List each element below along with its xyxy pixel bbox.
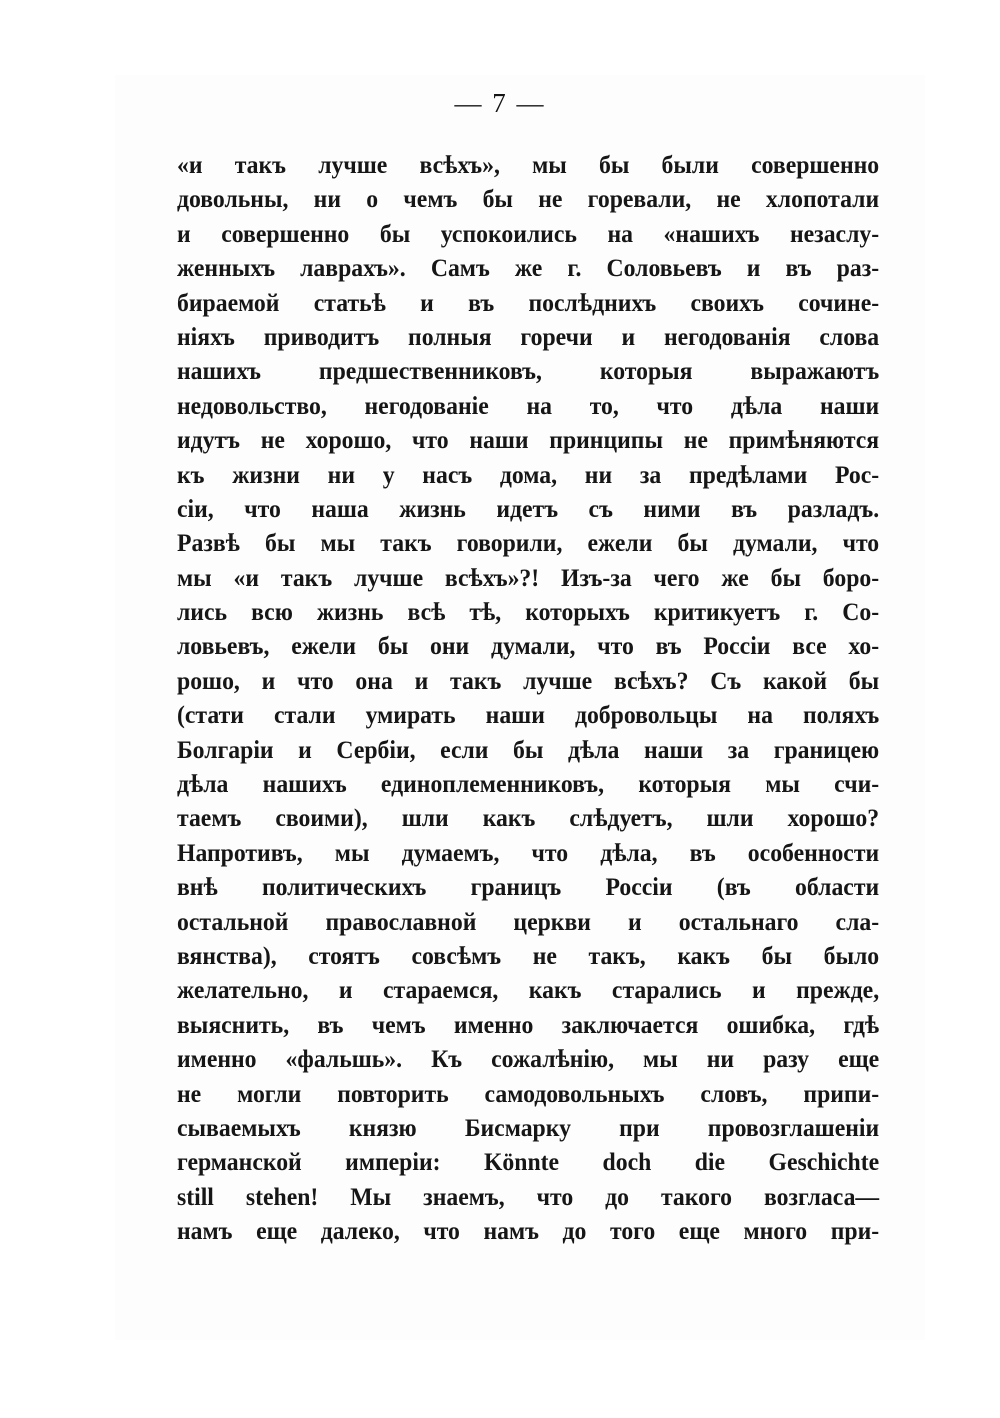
text-line: сіи, что наша жизнь идетъ съ ними въ разладъ.	[177, 493, 880, 523]
text-line: именно «фальшь». Къ сожалѣнію, мы ни разу еще	[177, 1044, 880, 1074]
text-line: внѣ политическихъ границъ Россіи (въ области	[177, 872, 880, 902]
body-text	[177, 148, 880, 1249]
text-line: недовольство, негодованіе на то, что дѣла наши	[177, 390, 880, 420]
text-line: германской имперіи: Könnte doch die Geschichte	[177, 1147, 880, 1177]
text-line: довольны, ни о чемъ бы не горевали, не хлопотали	[177, 184, 880, 214]
text-line: «и такъ лучше всѣхъ», мы бы были совершенно	[177, 150, 880, 179]
text-line: (стати стали умирать наши добровольцы на поляхъ	[177, 700, 880, 730]
text-line: къ жизни ни у насъ дома, ни за предѣлами Рос-	[177, 459, 880, 489]
text-line: мы «и такъ лучше всѣхъ»?! Изъ-за чего же бы боро-	[177, 562, 880, 592]
text-line: рошо, и что она и такъ лучше всѣхъ? Съ какой бы	[177, 665, 880, 695]
text-line: вянства), стоятъ совсѣмъ не такъ, какъ бы было	[177, 940, 880, 970]
text-line: желательно, и стараемся, какъ старались и прежде,	[177, 975, 880, 1005]
text-line: Напротивъ, мы думаемъ, что дѣла, въ особенности	[177, 837, 880, 867]
text-line: нашихъ предшественниковъ, которыя выражаютъ	[177, 356, 880, 386]
text-line: идутъ не хорошо, что наши принципы не примѣняются	[177, 425, 880, 455]
text-line: таемъ своими), шли какъ слѣдуетъ, шли хорошо?	[177, 803, 880, 833]
text-line: и совершенно бы успокоились на «нашихъ незаслу-	[177, 218, 880, 248]
text-line: дѣла нашихъ единоплеменниковъ, которыя мы счи-	[177, 769, 880, 799]
text-line: Развѣ бы мы такъ говорили, ежели бы думали, что	[177, 528, 880, 558]
text-line: выяснить, въ чемъ именно заключается ошибка, гдѣ	[177, 1009, 880, 1039]
text-line: лись всю жизнь всѣ тѣ, которыхъ критикуетъ г. Со-	[177, 597, 880, 627]
text-line: женныхъ лаврахъ». Самъ же г. Соловьевъ и въ раз-	[177, 253, 880, 283]
text-line: намъ еще далеко, что намъ до того еще много при-	[177, 1216, 880, 1246]
page-number: — 7 —	[454, 88, 546, 118]
text-line: ловьевъ, ежели бы они думали, что въ Россіи все хо-	[177, 631, 880, 661]
text-line: остальной православной церкви и остальнаго сла-	[177, 906, 880, 936]
text-line: Болгаріи и Сербіи, если бы дѣла наши за границею	[177, 734, 880, 764]
text-line: still stehen! Мы знаемъ, что до такого возгласа—	[177, 1181, 880, 1211]
text-line: бираемой статьѣ и въ послѣднихъ своихъ сочине-	[177, 287, 880, 317]
text-line: ніяхъ приводитъ полныя горечи и негодованія слова	[177, 321, 880, 351]
text-line: не могли повторить самодовольныхъ словъ, припи-	[177, 1078, 880, 1108]
text-line: сываемыхъ князю Бисмарку при провозглашеніи	[177, 1112, 880, 1142]
